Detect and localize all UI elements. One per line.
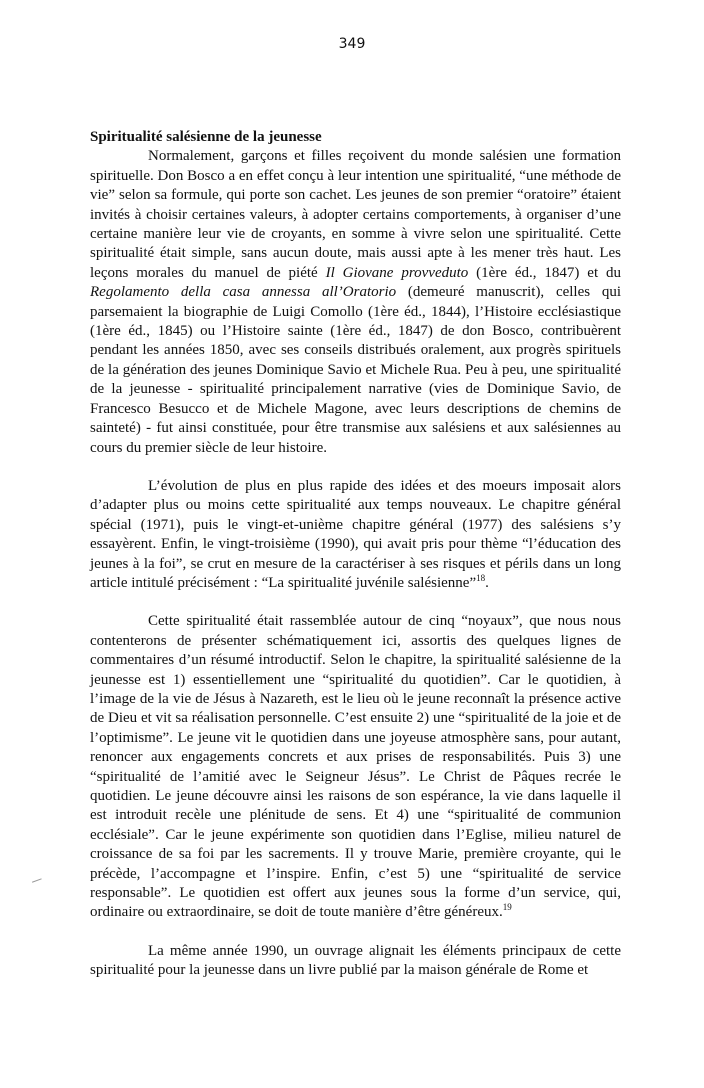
paragraph-3 — [90, 612, 621, 923]
text-run: Cette spiritualité était rassemblée autour de cinq “noyaux”, que nous nous contenterons de présenter schématiquement ici, assortis des quelques lignes de commentaires d’un résumé introductif. Selon le chapitre, la spiritualité salésienne de la jeunesse est 1) essentiellement une “spiritualité du quotidien”. Car le quotidien, à l’image de la vie de Jésus à Nazareth, est le lieu où le jeune reconnaît la présence active de Dieu et vit sa réalisation personnelle. C’est ensuite 2) une “spiritualité de la joie et de l’optimisme”. Le jeune vit le quotidien dans une joyeuse atmosphère sans, pour autant, renoncer aux engagements concrets et aux prises de responsabilités. Puis 3) une “spiritualité de l’amitié avec le Seigneur Jésus”. Le Christ de Pâques recrée le quotidien. Le jeune découvre ainsi les raisons de son espérance, la vie dans laquelle il est introduit recèle une plénitude de sens. Et 4) une “spiritualité de communion ecclésiale”. Car le jeune expérimente son quotidien dans l’Eglise, milieu naturel de croissance de sa foi par les sacrements. Il y trouve Marie, première croyante, qui le précède, l’accompagne et l’inspire. Enfin, c’est 5) une “spiritualité de service responsable”. Le quotidien est offert aux jeunes sous la forme d’un service, qui, ordinaire ou extraordinaire, se doit de toute manière d’être généreux. — [90, 613, 621, 921]
text-run: (1ère éd., 1847) et du — [468, 264, 622, 281]
italic-title: Il Giovane provveduto — [325, 264, 469, 281]
paragraph-1 — [90, 147, 621, 458]
page-number: 349 — [338, 36, 366, 52]
footnote-marker: 18 — [476, 572, 486, 583]
text-run: . — [485, 574, 489, 591]
text-run: Normalement, garçons et filles reçoivent du monde salésien une formation spirituelle. Don Bosco a en effet conçu à leur intention une spiritualité, “une méthode de vie” selon sa formule, qui porte son cachet. Les jeunes de son premier “oratoire” étaient invités à choisir certaines valeurs, à adopter certains comportements, à organiser d’une certaine manière leur vie de croyants, en somme à vivre selon une spiritualité. Cette spiritualité était simple, sans aucun doute, mais aussi apte à les mener très haut. Les leçons morales du manuel de piété — [90, 148, 621, 281]
text-run: L’évolution de plus en plus rapide des idées et des moeurs imposait alors d’adapter plus ou moins cette spiritualité aux temps nouveaux. Le chapitre général spécial (1971), puis le vingt-et-unième chapitre général (1977) des salésiens s’y essayèrent. Enfin, le vingt-troisième (1990), qui avait pris pour thème “l’éducation des jeunes à la foi”, se crut en mesure de la caractériser à ses risques et périls dans un long article intitulé précisément : “La spiritualité juvénile salésienne” — [90, 477, 621, 591]
italic-title: Regolamento della casa annessa all’Oratorio — [90, 284, 397, 301]
text-run: (demeuré manuscrit), celles qui parsemaient la biographie de Luigi Comollo (1ère éd., 1844), l’Histoire ecclésiastique (1ère éd., 1845) ou l’Histoire sainte (1ère éd., 1847) de don Bosco, contribuèrent pendant les années 1850, avec ses conseils distribués oralement, aux progrès spirituels de la génération des jeunes Dominique Savio et Michele Rua. Peu à peu, une spiritualité de la jeunesse - spiritualité principalement narrative (vies de Dominique Savio, de Francesco Besucco et de Michele Magone, avec leurs descriptions de chemins de sainteté) - fut ainsi constituée, pour être transmise aux salésiens et aux salésiennes au cours du premier siècle de leur histoire. — [90, 284, 622, 456]
margin-pencil-mark — [32, 878, 42, 883]
paragraph-4 — [90, 942, 621, 981]
text-run: La même année 1990, un ouvrage alignait les éléments principaux de cette spiritualité pour la jeunesse dans un livre publié par la maison générale de Rome et — [90, 942, 621, 979]
section-heading: Spiritualité salésienne de la jeunesse — [90, 129, 322, 145]
paragraph-2 — [90, 477, 621, 593]
body-text — [90, 128, 621, 981]
footnote-marker: 19 — [502, 902, 512, 913]
